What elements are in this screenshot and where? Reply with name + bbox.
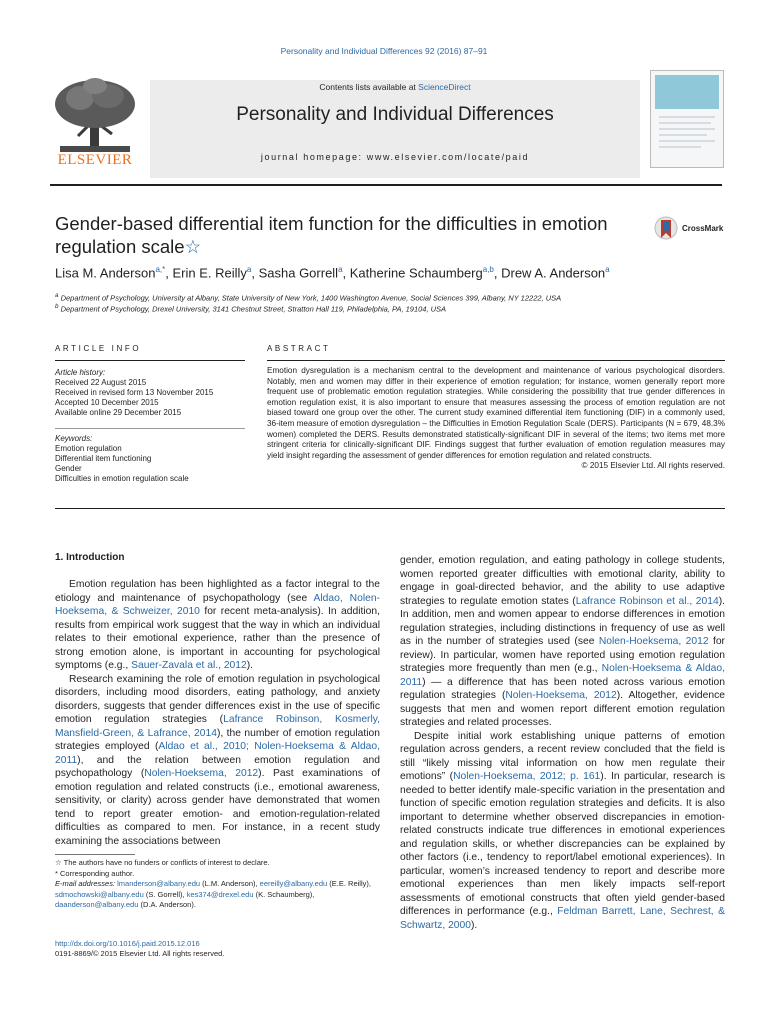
article-footer <box>55 939 224 959</box>
affiliation-mark: b <box>55 303 59 310</box>
email-link[interactable]: daanderson@albany.edu <box>55 900 139 909</box>
citation-link[interactable]: Lafrance Robinson et al., 2014 <box>575 595 719 607</box>
email-owner: (S. Gorrell), <box>143 889 187 899</box>
author-affiliation-mark[interactable]: a,* <box>155 265 166 274</box>
history-item: Accepted 10 December 2015 <box>55 398 159 407</box>
crossmark-badge[interactable] <box>654 214 726 244</box>
article-title-text: Gender-based differential item function for the difficulties in emotion regulation scale <box>55 213 608 257</box>
section-heading: 1. Introduction <box>55 552 125 563</box>
paragraph-text: Despite initial work establishing unique patterns of emotion regulation across genders, a recent review concluded that the field is still “likely missing vital information on how men regulate their emotions” ( <box>400 730 725 782</box>
abstract-bottom-rule <box>55 508 725 509</box>
abstract-heading: ABSTRACT <box>267 344 331 353</box>
keyword-item: Differential item functioning <box>55 454 152 463</box>
author-affiliation-mark[interactable]: a <box>338 265 343 274</box>
abstract-body <box>267 366 725 472</box>
email-addresses <box>55 879 385 911</box>
article-history <box>55 368 245 418</box>
journal-banner <box>150 80 640 178</box>
keyword-item: Difficulties in emotion regulation scale <box>55 474 189 483</box>
author-name: Erin E. Reilly <box>172 265 247 281</box>
history-item: Received in revised form 13 November 2015 <box>55 388 214 397</box>
journal-title: Personality and Individual Differences <box>236 104 554 125</box>
keyword-item: Emotion regulation <box>55 444 122 453</box>
footnote-rule <box>55 854 135 855</box>
info-divider <box>55 428 245 429</box>
citation-link[interactable]: Aldao et al., 2010; Nolen-Hoeksema & Aldao, 2011 <box>55 741 380 766</box>
author-list: Lisa M. Anderson$^{a,*}$, Erin E. Reilly$^a$, Sasha Gorrell$^a$, Katherine Schaumberg$^{a,b}$, Drew A. Anderson$^a$ <box>55 265 610 281</box>
citation-link[interactable]: Nolen-Hoeksema, 2012; p. 161 <box>453 771 601 782</box>
paragraph <box>400 730 725 933</box>
issn-copyright: 0191-8869/© 2015 Elsevier Ltd. All rights reserved. <box>55 949 225 958</box>
email-owner: (L.M. Anderson), <box>200 879 260 888</box>
paragraph-text: ). In particular, research is needed to better identify male-specific variation in the presentation and function of specific emotion regulation strategies and deficits. It is also important to determine whether observed discrepancies in emotion-related constructs indicate true differences in emotional experiences and regulation skills, or whether discrepancies can be explained by other factors (i.e., tendency to report/label emotional experiences). In particular, women’s increased tendency to report and describe more emotional experiences than men likely impacts self-report assessments of emotional constructs that often yield gender-based differences in performance (e.g., <box>400 771 725 917</box>
paragraph-text: for recent meta-analysis). In addition, results from empirical work suggest that the way in which an individual relates to their emotional experience, rather than the presence of strong emotion alone, is important in accounting for psychological symptoms (e.g., <box>55 606 380 671</box>
crossmark-icon <box>654 214 678 244</box>
abstract-copyright: © 2015 Elsevier Ltd. All rights reserved. <box>581 461 725 471</box>
contents-prefix: Contents lists available at <box>319 82 419 92</box>
contents-line <box>150 82 640 92</box>
keywords <box>55 434 245 484</box>
right-column <box>400 554 725 932</box>
paragraph-text: ). In addition, men and women appear to endorse differences in emotion regulation strategies, including distinctions in frequency of use as well as in the number of strategies used (see <box>400 595 726 647</box>
paragraph-text: ). Altogether, evidence suggests that men and women report different emotion regulation strategies and related processes. <box>400 690 725 728</box>
history-label: Article history: <box>55 368 106 377</box>
author-affiliation-mark[interactable]: a,b <box>482 265 494 274</box>
citation-link[interactable]: Nolen-Hoeksema, 2012 <box>505 690 617 701</box>
email-link[interactable]: kes374@drexel.edu <box>186 889 254 899</box>
citation-link[interactable]: Aldao, Nolen-Hoeksema, & Schweizer, 2010 <box>55 592 380 617</box>
email-link[interactable]: lmanderson@albany.edu <box>117 879 201 888</box>
paragraph-text: ) — a difference that has been noted across various emotion regulation strategies ( <box>400 676 725 701</box>
footnotes <box>55 858 385 911</box>
journal-citation[interactable]: Personality and Individual Differences 92 (2016) 87–91 <box>280 46 488 56</box>
journal-homepage[interactable]: journal homepage: www.elsevier.com/locate/paid <box>260 152 530 162</box>
crossmark-label: CrossMark <box>682 224 724 233</box>
paragraph-text: ). Past examinations of emotion regulation and related constructs (i.e., emotional awareness, sensitivity, or clarity) across gender have demonstrated that women tend to report greater emotion- and emotion-regulation-related difficulties as compared to men. For instance, in a recent study examining the associations between <box>55 768 381 847</box>
email-owner: (K. Schaumberg), <box>253 889 315 899</box>
author-name: Lisa M. Anderson <box>55 265 156 281</box>
publisher-name: ELSEVIER <box>57 152 133 168</box>
citation-link[interactable]: Nolen-Hoeksema, 2012 <box>144 768 259 779</box>
title-footnote-star[interactable]: ☆ <box>184 236 202 257</box>
citation-link[interactable]: Nolen-Hoeksema & Aldao, 2011 <box>400 663 725 688</box>
paragraph-text: Emotion regulation has been highlighted as a factor integral to the etiology and maintenance of psychopathology (see <box>55 579 380 604</box>
affiliation-mark: a <box>55 292 59 299</box>
history-item: Received 22 August 2015 <box>55 378 147 387</box>
paragraph-text: Research examining the role of emotion regulation in psychological disorders, including mood disorders, eating pathology, and anxiety disorders, suggests that gender differences exist in the use of specific emotion regulation strategies ( <box>55 673 380 725</box>
author-name: Drew A. Anderson <box>501 265 606 281</box>
citation-link[interactable]: Nolen-Hoeksema, 2012 <box>598 636 709 647</box>
article-info-heading: ARTICLE INFO <box>55 344 142 353</box>
author-name: Katherine Schaumberg <box>349 265 483 281</box>
funding-footnote: ☆ The authors have no funders or conflicts of interest to declare. <box>55 858 270 867</box>
paragraph-text: ), and the relation between emotion regulation and psychopathology ( <box>55 754 380 779</box>
affiliation-b <box>55 303 725 314</box>
keywords-label: Keywords: <box>55 434 93 443</box>
author-name: Sasha Gorrell <box>258 265 339 281</box>
paragraph-text: ). <box>246 660 254 671</box>
citation-link[interactable]: Feldman Barrett, Lane, Sechrest, & Schwartz, 2000 <box>400 906 725 931</box>
email-link[interactable]: sdmochowski@albany.edu <box>55 889 144 899</box>
paragraph-text: ). <box>470 919 478 931</box>
sciencedirect-link[interactable]: ScienceDirect <box>418 82 471 92</box>
info-rule <box>55 360 245 361</box>
paragraph-text: for review). In particular, women have reported using emotion regulation strategies more frequently than men (e.g., <box>400 636 725 674</box>
citation-link[interactable]: Sauer-Zavala et al., 2012 <box>131 660 247 671</box>
keyword-item: Gender <box>55 464 82 473</box>
email-owner: (E.E. Reilly), <box>327 879 371 888</box>
abstract-rule <box>267 360 725 361</box>
doi-link[interactable]: http://dx.doi.org/10.1016/j.paid.2015.12.016 <box>55 939 200 948</box>
citation-link[interactable]: Lafrance Robinson, Kosmerly, Mansfield-Green, & Lafrance, 2014 <box>55 714 381 739</box>
paragraph-text: ), the number of emotion regulation strategies employed ( <box>55 727 381 752</box>
affiliation-text: Department of Psychology, University at Albany, State University of New York, 1400 Washington Avenue, Social Sciences 399, Albany, NY 12222, USA <box>60 293 562 303</box>
left-column <box>55 578 380 848</box>
author-affiliation-mark[interactable]: a <box>246 265 252 274</box>
author-affiliation-mark[interactable]: a <box>605 265 610 274</box>
affiliation-text: Department of Psychology, Drexel University, 3141 Chestnut Street, Stratton Hall 119, Philadelphia, PA, 19104, USA <box>60 304 447 314</box>
abstract-text: Emotion dysregulation is a mechanism central to the development and maintenance of various psychological disorders. Notably, men and women may differ in their experience of emotion regulation; for instance, women generally report more frequent use of problematic emotion regulation strategies. While considering the possibility that true gender differences in emotion regulation exist, it is also important to ensure that measures assessing the process of emotion regulation are not biased toward one group over the other. The current study examined differential item functioning (DIF) in a commonly used, 36-item measure of emotion dysregulation – the Difficulties in Emotion Regulation Scale (DERS). Participants (N = 679, 48.3% women) completed the DERS. Results demonstrated statistically-significant DIF in several of the items; two items met more stringent criteria for clinically-significant DIF. Findings suggest that further evaluation of emotion regulation measures may yield insight regarding the assessment of gender differences for emotion regulation and related constructs. <box>267 366 725 460</box>
paragraph <box>55 673 380 849</box>
affiliation-a <box>55 292 725 303</box>
header-rule <box>50 184 722 186</box>
history-item: Available online 29 December 2015 <box>55 408 182 417</box>
email-label: E-mail addresses: <box>55 879 118 888</box>
email-link[interactable]: eereilly@albany.edu <box>259 879 328 888</box>
article-title <box>55 212 635 258</box>
email-owner: (D.A. Anderson). <box>138 900 196 909</box>
corresponding-author-note: * Corresponding author. <box>55 868 135 878</box>
paragraph <box>400 554 725 730</box>
paragraph <box>55 578 380 673</box>
journal-cover-thumbnail <box>650 70 724 168</box>
paragraph-text: gender, emotion regulation, and eating pathology in college students, women reported greater difficulties with emotional clarity, ability to engage in goal-directed behavior, and the ability to use adaptive strategies to regulate emotion states ( <box>400 555 725 607</box>
